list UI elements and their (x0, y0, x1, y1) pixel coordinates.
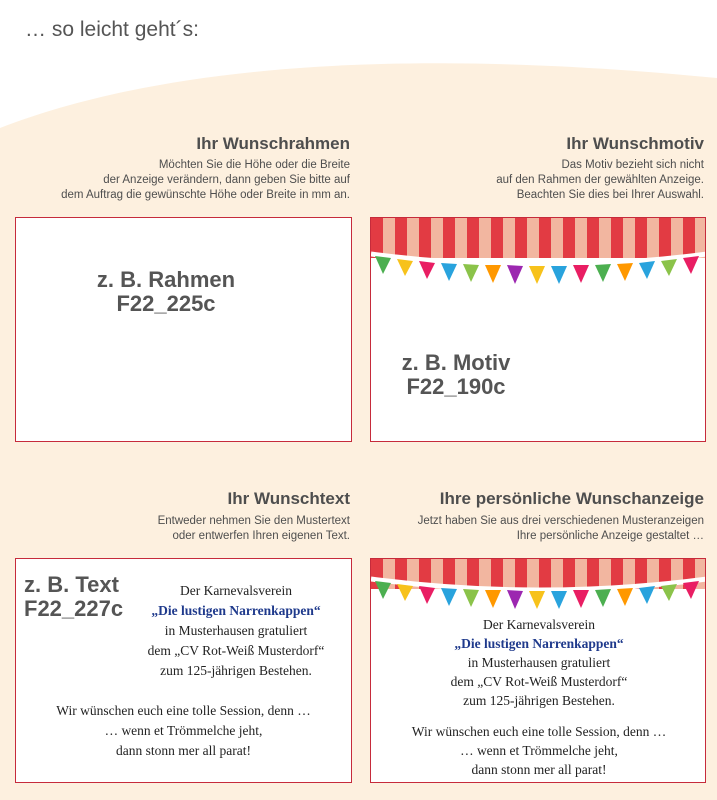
frame-card (15, 217, 352, 442)
ad-line: Wir wünschen euch eine tolle Session, denn … (411, 724, 667, 739)
ad-club-name: „Die lustigen Narrenkappen“ (454, 636, 624, 651)
text-desc-line: Entweder nehmen Sie den Mustertext (157, 515, 350, 527)
frame-description (61, 158, 350, 203)
motif-title: Ihr Wunschmotiv (566, 134, 704, 153)
text-label-line: z. B. Text (24, 572, 119, 597)
ad-line: dann stonn mer all parat! (471, 762, 607, 777)
ad-line: dem „CV Rot-Weiß Musterdorf“ (450, 674, 628, 689)
personal-card (370, 558, 706, 783)
ad-line: dann stonn mer all parat! (116, 743, 251, 758)
ad-line: … wenn et Trömmelche jeht, (104, 723, 263, 738)
ad-line: dem „CV Rot-Weiß Musterdorf“ (147, 643, 325, 658)
frame-label-line: z. B. Rahmen (96, 267, 236, 292)
personal-title: Ihre persönliche Wunschanzeige (439, 489, 704, 508)
personal-desc-line: Ihre persönliche Anzeige gestaltet … (516, 530, 704, 542)
ad-line: in Musterhausen gratuliert (467, 655, 611, 670)
personal-ad-text (371, 615, 706, 779)
text-card (15, 558, 352, 783)
personal-desc-line: Jetzt haben Sie aus drei verschiedenen Musteranzeigen (417, 515, 704, 527)
motif-label-code: F22_190c (406, 374, 506, 399)
motif-desc-line: auf den Rahmen der gewählten Anzeige. (496, 174, 704, 186)
text-title: Ihr Wunschtext (227, 489, 350, 508)
ad-line: Wir wünschen euch eine tolle Session, denn … (56, 703, 311, 718)
motif-card (370, 217, 706, 442)
page-header: … so leicht geht´s: (25, 18, 199, 41)
striped-awning-icon (371, 218, 706, 258)
motif-label-line: z. B. Motiv (401, 350, 511, 375)
motif-desc-line: Beachten Sie dies bei Ihrer Auswahl. (516, 189, 704, 201)
sample-ad-text (126, 581, 346, 681)
ad-gap (371, 710, 706, 722)
ad-line: Der Karnevalsverein (179, 583, 293, 598)
frame-label (16, 268, 316, 316)
sample-ad-closing (16, 701, 351, 761)
ad-line: Der Karnevalsverein (482, 617, 596, 632)
ad-line: in Musterhausen gratuliert (164, 623, 308, 638)
motif-desc-line: Das Motiv bezieht sich nicht (561, 159, 704, 171)
text-label (24, 573, 123, 621)
frame-desc-line: der Anzeige verändern, dann geben Sie bitte auf (103, 174, 350, 186)
frame-title: Ihr Wunschrahmen (196, 134, 350, 153)
ad-line: zum 125-jährigen Bestehen. (463, 693, 615, 708)
text-description (158, 514, 350, 544)
bunting-decoration-icon (371, 218, 706, 298)
motif-label (371, 351, 541, 399)
ad-club-name: „Die lustigen Narrenkappen“ (151, 603, 321, 618)
ad-line: zum 125-jährigen Bestehen. (160, 663, 312, 678)
frame-desc-line: Möchten Sie die Höhe oder die Breite (158, 159, 350, 171)
frame-label-code: F22_225c (116, 291, 216, 316)
frame-desc-line: dem Auftrag die gewünschte Höhe oder Breite in mm an. (61, 189, 350, 201)
ad-line: … wenn et Trömmelche jeht, (460, 743, 618, 758)
text-label-code: F22_227c (24, 596, 124, 621)
motif-description (496, 158, 704, 203)
text-desc-line: oder entwerfen Ihren eigenen Text. (172, 530, 350, 542)
personal-description (418, 514, 704, 544)
